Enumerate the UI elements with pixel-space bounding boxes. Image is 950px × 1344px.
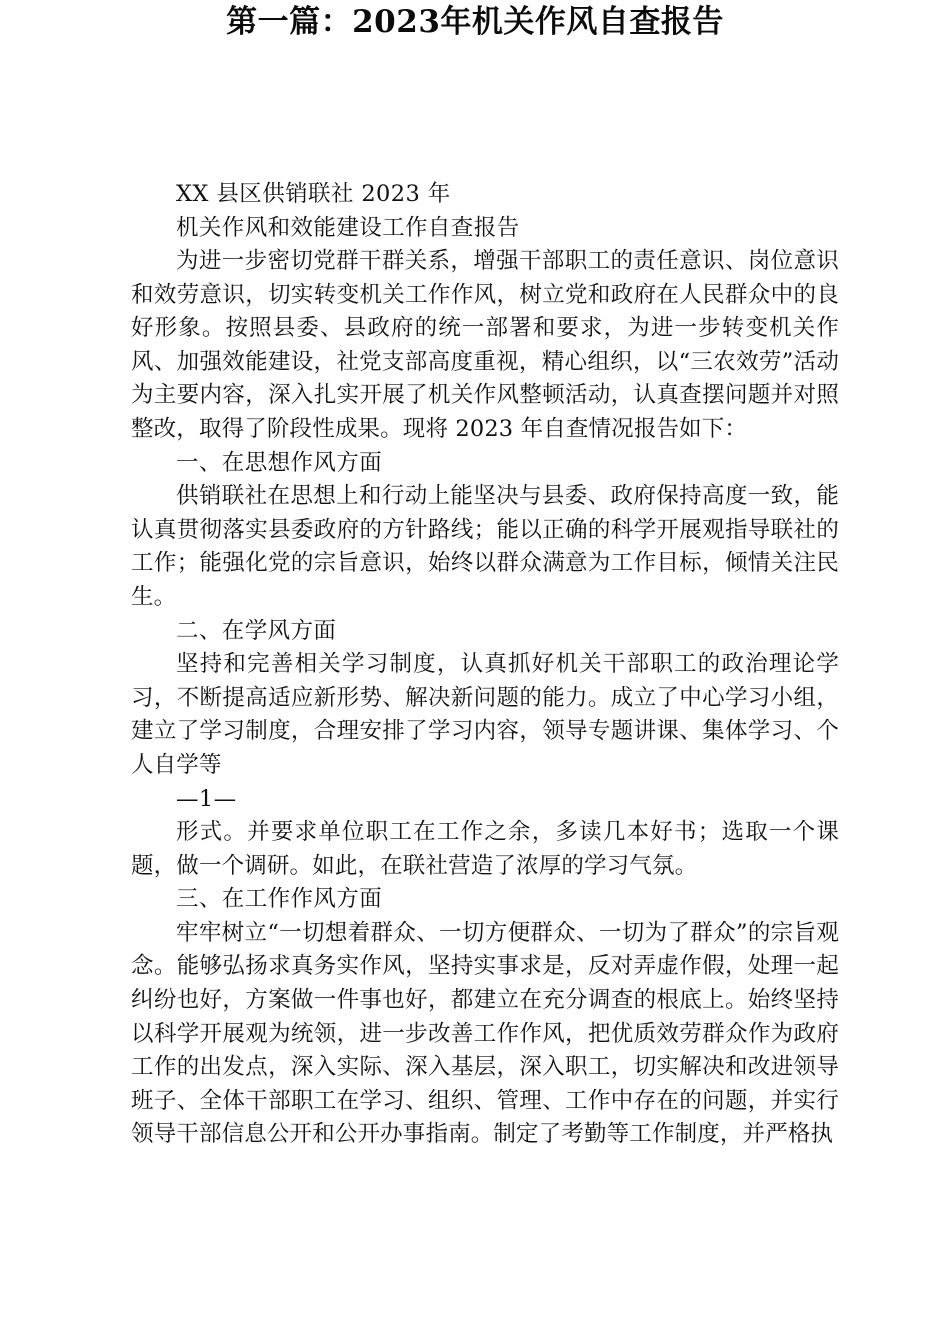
- section-2-paragraph: 坚持和完善相关学习制度，认真抓好机关干部职工的政治理论学习，不断提高适应新形势、解决新问题的能力。成立了中心学习小组，建立了学习制度，合理安排了学习内容，领导专题讲课、集体学习、个人自学等: [131, 651, 839, 778]
- page-title: 第一篇：2023年机关作风自查报告: [226, 4, 724, 40]
- document-subheader-line-1: XX 县区供销联社 2023 年: [176, 181, 451, 207]
- page-number-marker: —1—: [176, 785, 237, 812]
- document-subheader-line-2: 机关作风和效能建设工作自查报告: [176, 214, 520, 241]
- section-heading-1: 一、在思想作风方面: [176, 449, 383, 476]
- section-heading-3: 三、在工作作风方面: [176, 886, 383, 913]
- document-body: [131, 178, 839, 1152]
- intro-paragraph: 为进一步密切党群干群关系，增强干部职工的责任意识、岗位意识和效劳意识，切实转变机关工作作风，树立党和政府在人民群众中的良好形象。按照县委、县政府的统一部署和要求，为进一步转变机关作风、加强效能建设，社党支部高度重视，精心组织，以“三农效劳”活动为主要内容，深入扎实开展了机关作风整顿活动，认真查摆问题并对照整改，取得了阶段性成果。现将 2023 年自查情况报告如下：: [131, 248, 839, 442]
- section-2-continued-paragraph: 形式。并要求单位职工在工作之余，多读几本好书；选取一个课题，做一个调研。如此，在联社营造了浓厚的学习气氛。: [131, 819, 839, 879]
- section-1-paragraph: 供销联社在思想上和行动上能坚决与县委、政府保持高度一致，能认真贯彻落实县委政府的方针路线；能以正确的科学开展观指导联社的工作；能强化党的宗旨意识，始终以群众满意为工作目标，倾情关注民生。: [131, 483, 839, 610]
- section-3-paragraph: 牢牢树立“一切想着群众、一切方便群众、一切为了群众”的宗旨观念。能够弘扬求真务实作风，坚持实事求是，反对弄虚作假，处理一起纠纷也好，方案做一件事也好，都建立在充分调查的根底上。始终坚持以科学开展观为统领，进一步改善工作作风，把优质效劳群众作为政府工作的出发点，深入实际、深入基层，深入职工，切实解决和改进领导班子、全体干部职工在学习、组织、管理、工作中存在的问题，并实行领导干部信息公开和公开办事指南。制定了考勤等工作制度，并严格执: [131, 919, 839, 1148]
- section-heading-2: 二、在学风方面: [176, 617, 337, 644]
